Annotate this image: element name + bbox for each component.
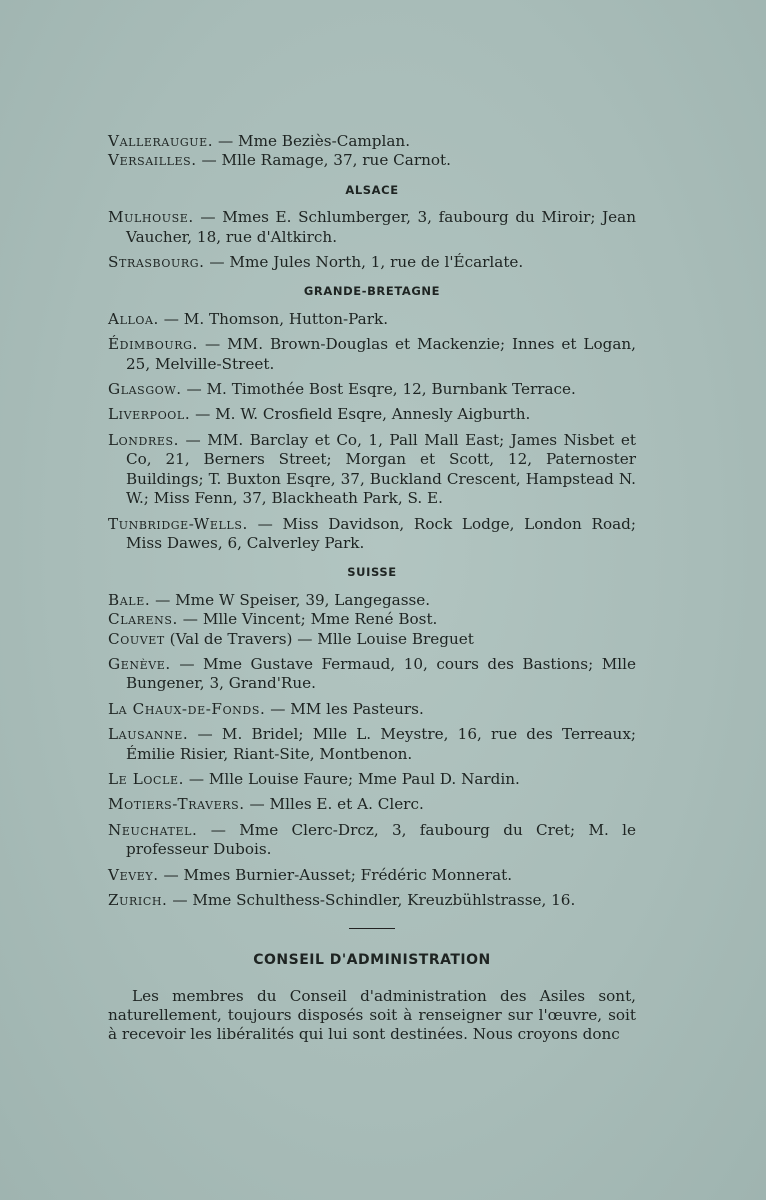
entry-city: Neuchatel.: [108, 820, 198, 839]
entry-city: Tunbridge-Wells.: [108, 514, 248, 533]
list-entry: [108, 891, 636, 910]
list-entry: [108, 821, 636, 860]
list-entry: [108, 151, 636, 170]
entry-text: — Mme Jules North, 1, rue de l'Écarlate.: [204, 253, 524, 272]
entry-city: Lausanne.: [108, 725, 189, 744]
entry-city: Bale.: [108, 590, 151, 609]
entry-text: — Mme Schulthess-Schindler, Kreuzbühlstrasse, 16.: [167, 891, 576, 909]
list-france: [108, 132, 636, 171]
entry-text: — Mlle Vincent; Mme René Bost.: [177, 610, 438, 629]
entry-text: — MM. Brown-Douglas et Mackenzie; Innes et Logan, 25, Melville-Street.: [126, 335, 636, 373]
list-entry: [108, 591, 636, 610]
entry-city: Londres.: [108, 430, 180, 449]
entry-text: — Mlles E. et A. Clerc.: [244, 795, 424, 814]
entry-city: Couvet: [108, 629, 165, 648]
entry-city: Motiers-Travers.: [108, 795, 245, 814]
entry-text: (Val de Travers) — Mlle Louise Breguet: [164, 629, 474, 648]
list-entry: [108, 866, 636, 885]
entry-city: Vevey.: [108, 865, 159, 884]
entry-city: Valleraugue.: [108, 132, 214, 150]
list-grande-bretagne: [108, 310, 636, 553]
entry-text: — Miss Davidson, Rock Lodge, London Road; Miss Dawes, 6, Calverley Park.: [126, 514, 636, 552]
entry-city: Zurich.: [108, 891, 168, 909]
list-entry: [108, 335, 636, 374]
entry-text: — Mmes Burnier-Ausset; Frédéric Monnerat.: [158, 865, 513, 884]
entry-city: Clarens.: [108, 610, 178, 629]
section-heading-grande-bretagne: GRANDE-BRETAGNE: [303, 284, 441, 299]
list-alsace: [108, 208, 636, 272]
entry-city: La Chaux-de-Fonds.: [108, 699, 266, 718]
divider-rule: [349, 928, 395, 929]
conseil-heading: CONSEIL D'ADMINISTRATION: [253, 952, 491, 969]
list-entry: [108, 515, 636, 554]
entry-text: — M. Thomson, Hutton-Park.: [158, 309, 389, 328]
list-entry: [108, 253, 636, 272]
entry-text: — Mlle Ramage, 37, rue Carnot.: [196, 151, 451, 170]
section-heading-suisse: SUISSE: [347, 565, 397, 580]
list-entry: [108, 770, 636, 789]
entry-text: — Mme Beziès-Camplan.: [213, 132, 411, 150]
list-entry: [108, 132, 636, 151]
entry-text: — M. W. Crosfield Esqre, Annesly Aigburth.: [190, 405, 531, 424]
list-entry: [108, 795, 636, 814]
entry-text: — MM. Barclay et Co, 1, Pall Mall East; James Nisbet et Co, 21, Berners Street; Morgan et Scott, 12, Paternoster Buildings; T. Buxton Esqre, 37, Buckland Crescent, Hampstead N. W.; Miss Fenn, 37, Blackheath Park, S. E.: [126, 430, 636, 508]
list-entry: [108, 725, 636, 764]
list-entry: [108, 700, 636, 719]
entry-text: — M. Bridel; Mlle L. Meystre, 16, rue des Terreaux; Émilie Risier, Riant-Site, Montbenon.: [126, 725, 636, 763]
section-heading-alsace: ALSACE: [345, 182, 399, 197]
list-entry: [108, 310, 636, 329]
list-entry: [108, 655, 636, 694]
entry-text: — MM les Pasteurs.: [265, 699, 424, 718]
entry-city: Édimbourg.: [108, 335, 198, 354]
entry-city: Strasbourg.: [108, 253, 205, 272]
list-entry: [108, 208, 636, 247]
entry-text: — M. Timothée Bost Esqre, 12, Burnbank Terrace.: [181, 380, 576, 399]
document-body: [108, 132, 636, 1044]
entry-city: Liverpool.: [108, 405, 191, 424]
list-entry: [108, 431, 636, 509]
list-suisse: [108, 591, 636, 911]
list-entry: [108, 610, 636, 629]
entry-city: Glasgow.: [108, 380, 182, 399]
list-entry: [108, 405, 636, 424]
entry-city: Mulhouse.: [108, 208, 194, 227]
entry-text: — Mmes E. Schlumberger, 3, faubourg du Miroir; Jean Vaucher, 18, rue d'Altkirch.: [126, 208, 636, 246]
entry-city: Le Locle.: [108, 769, 185, 788]
entry-text: — Mme W Speiser, 39, Langegasse.: [150, 590, 431, 609]
conseil-paragraph: Les membres du Conseil d'administration des Asiles sont, naturellement, toujours disposés soit à renseigner sur l'œuvre, soit à recevoir les libéralités qui lui sont destinées. Nous croyons donc: [108, 986, 636, 1043]
entry-city: Genève.: [108, 654, 171, 673]
entry-text: — Mlle Louise Faure; Mme Paul D. Nardin.: [184, 769, 520, 788]
list-entry: [108, 380, 636, 399]
entry-text: — Mme Clerc-Drcz, 3, faubourg du Cret; M. le professeur Dubois.: [126, 820, 636, 859]
list-entry: [108, 630, 636, 649]
entry-city: Versailles.: [108, 151, 197, 170]
entry-city: Alloa.: [108, 309, 159, 328]
entry-text: — Mme Gustave Fermaud, 10, cours des Bastions; Mlle Bungener, 3, Grand'Rue.: [126, 654, 636, 693]
